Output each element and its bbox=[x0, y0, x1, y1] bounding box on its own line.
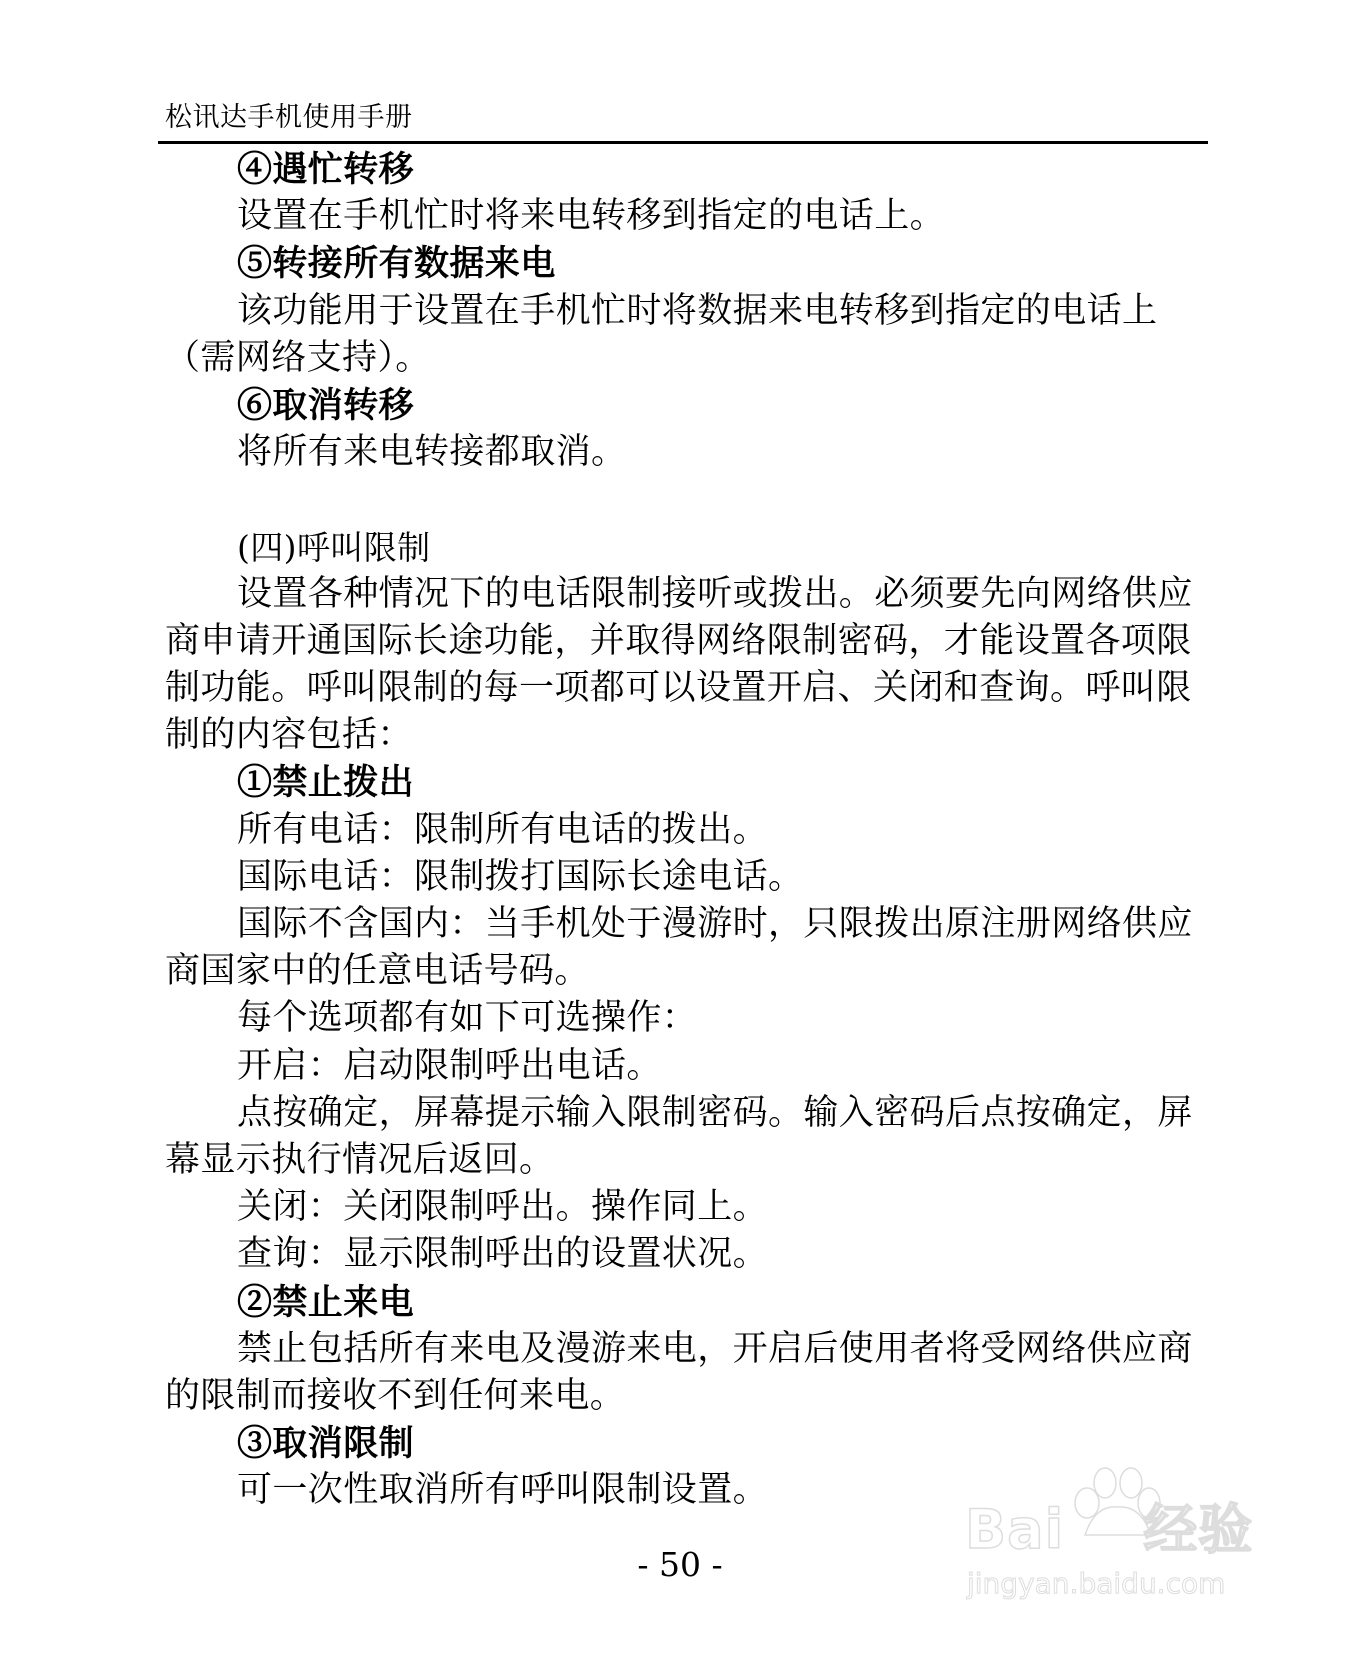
body-text-line: 关闭：关闭限制呼出。操作同上。 bbox=[237, 1187, 769, 1228]
body-text-line: 商申请开通国际长途功能，并取得网络限制密码，才能设置各项限 bbox=[165, 620, 1192, 661]
baidu-watermark bbox=[965, 1465, 1275, 1615]
body-text-line: 幕显示执行情况后返回。 bbox=[165, 1139, 555, 1180]
body-text-line: 禁止包括所有来电及漫游来电，开启后使用者将受网络供应商 bbox=[237, 1328, 1193, 1369]
section-heading: ④遇忙转移 bbox=[237, 149, 415, 190]
body-text-line: 制功能。呼叫限制的每一项都可以设置开启、关闭和查询。呼叫限 bbox=[165, 668, 1192, 709]
section-heading: ⑥取消转移 bbox=[237, 384, 415, 426]
body-text-line: 每个选项都有如下可选操作： bbox=[237, 998, 698, 1039]
page-body bbox=[165, 146, 1205, 1514]
body-text-line: 国际不含国内：当手机处于漫游时，只限拨出原注册网络供应 bbox=[237, 904, 1193, 944]
section-heading: (四)呼叫限制 bbox=[237, 527, 431, 567]
section-heading: ②禁止来电 bbox=[237, 1281, 415, 1323]
section-heading: ⑤转接所有数据来电 bbox=[237, 243, 556, 285]
page-number: - 50 - bbox=[637, 1545, 723, 1584]
body-text-line: 该功能用于设置在手机忙时将数据来电转移到指定的电话上 bbox=[237, 290, 1158, 331]
body-text-line: 国际电话：限制拨打国际长途电话。 bbox=[237, 856, 804, 897]
body-text-line: 商国家中的任意电话号码。 bbox=[165, 951, 590, 992]
blank-line bbox=[165, 476, 1205, 523]
header-divider bbox=[158, 141, 1208, 144]
body-text-line: （需网络支持）。 bbox=[165, 337, 431, 378]
body-text-line: 点按确定，屏幕提示输入限制密码。输入密码后点按确定，屏 bbox=[237, 1092, 1193, 1133]
watermark-url: jingyan.baidu.com bbox=[967, 1567, 1226, 1600]
body-text-line: 将所有来电转接都取消。 bbox=[237, 432, 627, 473]
body-text-line: 可一次性取消所有呼叫限制设置。 bbox=[237, 1470, 769, 1511]
running-header-title: 松讯达手机使用手册 bbox=[165, 102, 413, 133]
body-text-line: 开启：启动限制呼出电话。 bbox=[237, 1045, 662, 1086]
body-text-line: 设置在手机忙时将来电转移到指定的电话上。 bbox=[237, 196, 946, 237]
body-text-line: 的限制而接收不到任何来电。 bbox=[165, 1375, 626, 1416]
body-text-line: 制的内容包括： bbox=[165, 715, 413, 756]
section-heading: ③取消限制 bbox=[237, 1423, 415, 1465]
section-heading: ①禁止拨出 bbox=[237, 762, 415, 804]
watermark-brand: Bai 经验 bbox=[965, 1498, 1254, 1561]
body-text-line: 设置各种情况下的电话限制接听或拨出。必须要先向网络供应 bbox=[237, 573, 1193, 614]
body-text-line: 查询：显示限制呼出的设置状况。 bbox=[237, 1234, 769, 1275]
body-text-line: 所有电话：限制所有电话的拨出。 bbox=[237, 809, 769, 850]
